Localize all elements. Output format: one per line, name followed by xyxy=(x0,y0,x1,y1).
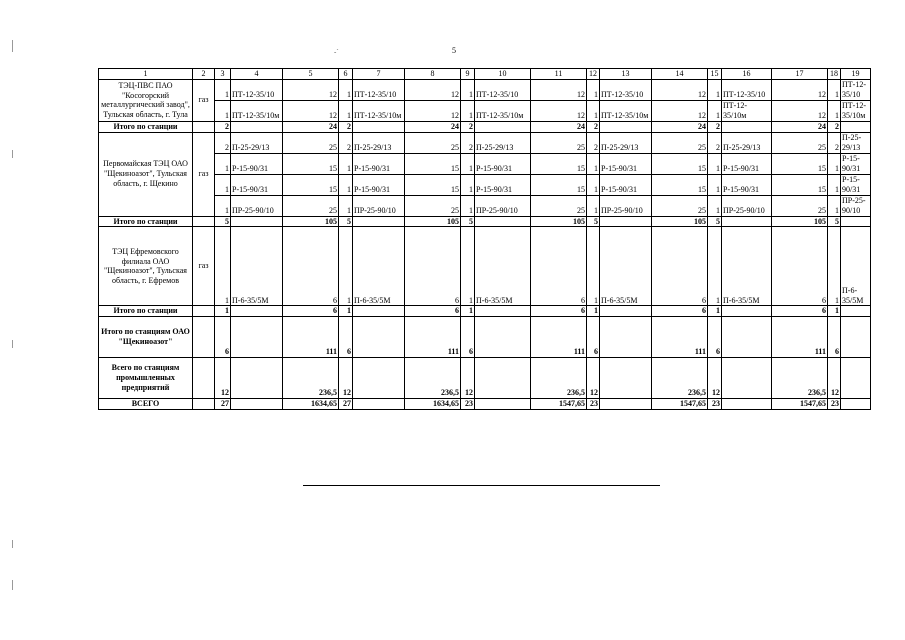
table-cell: 236,5 xyxy=(772,358,828,399)
table-cell xyxy=(841,216,871,227)
table-cell: 2 xyxy=(461,132,475,153)
table-cell: ПТ-12-35/10 xyxy=(475,79,531,100)
table-cell: 6 xyxy=(531,227,587,306)
table-cell: 27 xyxy=(215,399,231,410)
table-cell: П-6-35/5М xyxy=(231,227,283,306)
fuel-type: газ xyxy=(193,79,215,121)
table-cell: Р-15-90/31 xyxy=(475,153,531,174)
capacity-table xyxy=(98,68,871,410)
fuel-type: газ xyxy=(193,227,215,306)
table-cell: 12 xyxy=(339,358,353,399)
fuel-type: газ xyxy=(193,132,215,216)
table-cell: 12 xyxy=(828,358,841,399)
table-cell: 2 xyxy=(461,121,475,132)
table-cell: П-6-35/5М xyxy=(475,227,531,306)
table-cell: 6 xyxy=(339,317,353,358)
table-cell: Р-15-90/31 xyxy=(722,153,772,174)
table-cell: П-25-29/13 xyxy=(475,132,531,153)
scan-mark: -ˋ xyxy=(334,48,339,56)
table-cell: 1 xyxy=(708,306,722,317)
table-cell: 23 xyxy=(708,399,722,410)
table-cell: 6 xyxy=(531,306,587,317)
total-row xyxy=(99,399,871,410)
table-cell: 2 xyxy=(587,132,600,153)
table-cell: 12 xyxy=(587,69,600,80)
table-cell: 6 xyxy=(587,317,600,358)
table-cell: 15 xyxy=(405,174,461,195)
table-cell: 12 xyxy=(283,100,339,121)
table-cell: 25 xyxy=(531,195,587,216)
table-cell: 105 xyxy=(405,216,461,227)
table-row xyxy=(99,195,871,216)
table-cell xyxy=(475,399,531,410)
table-cell: 5 xyxy=(215,216,231,227)
table-cell: 27 xyxy=(339,399,353,410)
table-cell: 1 xyxy=(587,153,600,174)
table-cell: Р-15-90/31 xyxy=(475,174,531,195)
table-cell: 1 xyxy=(215,174,231,195)
table-cell: 1 xyxy=(339,153,353,174)
table-cell: 2 xyxy=(193,69,215,80)
table-cell: 2 xyxy=(339,121,353,132)
table-cell: ПТ-12-35/10м xyxy=(841,100,871,121)
table-cell: 24 xyxy=(405,121,461,132)
table-cell: Р-15-90/31 xyxy=(353,153,405,174)
table-cell: 6 xyxy=(215,317,231,358)
table-cell: 1547,65 xyxy=(531,399,587,410)
table-cell: 236,5 xyxy=(405,358,461,399)
table-cell: 1 xyxy=(828,227,841,306)
table-cell: 25 xyxy=(772,195,828,216)
station-name: Первомайская ТЭЦ ОАО "Щекиноазот", Тульская область, г. Щекино xyxy=(99,132,193,216)
table-row xyxy=(99,174,871,195)
table-cell: 1547,65 xyxy=(652,399,708,410)
table-cell: П-25-29/13 xyxy=(841,132,871,153)
table-cell: Р-15-90/31 xyxy=(231,174,283,195)
table-cell xyxy=(722,399,772,410)
margin-mark xyxy=(12,580,13,590)
table-cell xyxy=(193,399,215,410)
table-cell: 25 xyxy=(652,195,708,216)
table-cell: 2 xyxy=(587,121,600,132)
table-cell: 12 xyxy=(283,79,339,100)
table-cell: 12 xyxy=(652,79,708,100)
table-cell: 1 xyxy=(587,306,600,317)
table-cell xyxy=(231,358,283,399)
header-row xyxy=(99,69,871,80)
table-cell: ПТ-12-35/10 xyxy=(841,79,871,100)
table-cell: 1 xyxy=(461,153,475,174)
table-cell: 15 xyxy=(708,69,722,80)
table-cell: 1 xyxy=(215,79,231,100)
table-cell: ПТ-12-35/10м xyxy=(600,100,652,121)
table-cell: 1 xyxy=(461,100,475,121)
table-cell: 25 xyxy=(405,195,461,216)
table-cell xyxy=(600,399,652,410)
table-cell: 1 xyxy=(708,100,722,121)
table-cell: Р-15-90/31 xyxy=(841,174,871,195)
page-number: 5 xyxy=(452,46,456,55)
table-cell: 10 xyxy=(475,69,531,80)
table-cell: ПТ-12-35/10 xyxy=(600,79,652,100)
table-cell: П-6-35/5М xyxy=(353,227,405,306)
table-cell: 6 xyxy=(708,317,722,358)
table-cell xyxy=(600,121,652,132)
table-cell xyxy=(353,317,405,358)
table-cell: 111 xyxy=(405,317,461,358)
table-cell: 14 xyxy=(652,69,708,80)
table-cell xyxy=(841,399,871,410)
table-cell: 5 xyxy=(283,69,339,80)
table-cell: 2 xyxy=(215,121,231,132)
table-cell: 1 xyxy=(339,227,353,306)
table-cell xyxy=(600,306,652,317)
table-cell: 1547,65 xyxy=(772,399,828,410)
table-cell: 1 xyxy=(708,79,722,100)
table-cell xyxy=(475,216,531,227)
table-cell: 1 xyxy=(339,79,353,100)
table-cell: 1 xyxy=(339,100,353,121)
table-cell: 236,5 xyxy=(531,358,587,399)
table-row xyxy=(99,132,871,153)
table-cell: Р-15-90/31 xyxy=(353,174,405,195)
table-cell: 1 xyxy=(461,195,475,216)
table-row xyxy=(99,100,871,121)
table-cell xyxy=(353,358,405,399)
table-cell xyxy=(600,216,652,227)
table-cell: ПТ-12-35/10м xyxy=(722,100,772,121)
total-label: Итого по станции xyxy=(99,216,193,227)
table-cell: 15 xyxy=(283,153,339,174)
table-cell: 12 xyxy=(652,100,708,121)
margin-mark xyxy=(12,340,13,348)
table-cell xyxy=(475,121,531,132)
table-cell: Р-15-90/31 xyxy=(600,174,652,195)
table-cell: 7 xyxy=(353,69,405,80)
table-cell xyxy=(231,317,283,358)
table-cell: 105 xyxy=(652,216,708,227)
table-cell: 1 xyxy=(828,100,841,121)
table-cell: 12 xyxy=(531,79,587,100)
table-cell xyxy=(353,399,405,410)
table-cell xyxy=(841,121,871,132)
table-cell: 111 xyxy=(531,317,587,358)
table-cell: 1 xyxy=(828,195,841,216)
table-cell: 15 xyxy=(405,153,461,174)
table-cell xyxy=(193,216,215,227)
table-cell: 1 xyxy=(587,195,600,216)
total-label: Итого по станции xyxy=(99,306,193,317)
table-cell: 6 xyxy=(405,227,461,306)
table-cell: 19 xyxy=(841,69,871,80)
table-cell: 2 xyxy=(708,132,722,153)
table-cell: 24 xyxy=(531,121,587,132)
table-row xyxy=(99,153,871,174)
table-cell: 1 xyxy=(587,79,600,100)
table-cell: 1 xyxy=(339,174,353,195)
table-cell: П-25-29/13 xyxy=(353,132,405,153)
table-cell: 15 xyxy=(531,153,587,174)
table-cell: 111 xyxy=(283,317,339,358)
table-cell: 25 xyxy=(405,132,461,153)
total-label: Итого по станциям ОАО "Щекиноазот" xyxy=(99,317,193,358)
table-cell: 1 xyxy=(461,174,475,195)
table-cell: 3 xyxy=(215,69,231,80)
table-cell xyxy=(193,317,215,358)
total-row xyxy=(99,121,871,132)
margin-mark xyxy=(12,40,13,52)
table-cell: 111 xyxy=(652,317,708,358)
table-cell: 4 xyxy=(231,69,283,80)
table-cell: ПТ-12-35/10 xyxy=(231,79,283,100)
table-cell: 12 xyxy=(772,100,828,121)
table-cell: 1 xyxy=(461,306,475,317)
table-cell: 12 xyxy=(708,358,722,399)
table-cell xyxy=(353,216,405,227)
table-cell: 15 xyxy=(652,153,708,174)
table-cell: 12 xyxy=(587,358,600,399)
table-cell xyxy=(600,317,652,358)
table-cell: Р-15-90/31 xyxy=(231,153,283,174)
table-cell: 24 xyxy=(652,121,708,132)
table-cell xyxy=(722,358,772,399)
table-row xyxy=(99,227,871,306)
table-cell: 2 xyxy=(828,132,841,153)
table-cell: 105 xyxy=(283,216,339,227)
table-cell: ПТ-12-35/10м xyxy=(475,100,531,121)
table-cell: ПР-25-90/10 xyxy=(722,195,772,216)
table-cell: 1 xyxy=(828,79,841,100)
table-cell: 15 xyxy=(283,174,339,195)
table-cell: 1 xyxy=(215,227,231,306)
table-cell: 1 xyxy=(708,227,722,306)
table-cell xyxy=(841,306,871,317)
table-cell: 11 xyxy=(531,69,587,80)
table-cell: ПР-25-90/10 xyxy=(841,195,871,216)
table-cell xyxy=(722,216,772,227)
table-cell: ПТ-12-35/10м xyxy=(231,100,283,121)
table-cell: 1 xyxy=(708,195,722,216)
table-cell xyxy=(353,121,405,132)
table-cell: Р-15-90/31 xyxy=(841,153,871,174)
table-cell: 2 xyxy=(828,121,841,132)
table-cell: 6 xyxy=(283,227,339,306)
separator-line xyxy=(303,485,660,486)
table-cell: Р-15-90/31 xyxy=(722,174,772,195)
table-cell: 1 xyxy=(215,195,231,216)
table-cell: 2 xyxy=(215,132,231,153)
station-name: ТЭЦ Ефремовского филиала ОАО "Щекиноазот", Тульская область, г. Ефремов xyxy=(99,227,193,306)
table-row xyxy=(99,79,871,100)
table-cell: 236,5 xyxy=(652,358,708,399)
table-cell: 24 xyxy=(772,121,828,132)
table-cell: 6 xyxy=(652,227,708,306)
table-cell: 12 xyxy=(405,100,461,121)
table-cell: 8 xyxy=(405,69,461,80)
table-cell: 23 xyxy=(461,399,475,410)
table-cell: 1 xyxy=(215,153,231,174)
table-cell: 6 xyxy=(652,306,708,317)
table-cell: ПР-25-90/10 xyxy=(600,195,652,216)
margin-mark xyxy=(12,150,13,158)
table-cell: 6 xyxy=(772,227,828,306)
table-cell xyxy=(475,317,531,358)
table-cell: 1 xyxy=(461,79,475,100)
table-cell: 1 xyxy=(99,69,193,80)
table-cell xyxy=(231,121,283,132)
total-row xyxy=(99,216,871,227)
table-cell: П-6-35/5М xyxy=(600,227,652,306)
table-cell: ПР-25-90/10 xyxy=(475,195,531,216)
table-cell: 12 xyxy=(531,100,587,121)
table-cell: 1 xyxy=(587,174,600,195)
table-cell: 25 xyxy=(283,195,339,216)
table-cell: 5 xyxy=(708,216,722,227)
table-cell: 6 xyxy=(405,306,461,317)
table-cell: 13 xyxy=(600,69,652,80)
table-cell: 105 xyxy=(772,216,828,227)
table-cell: 2 xyxy=(708,121,722,132)
table-cell: 15 xyxy=(772,153,828,174)
table-cell: 1 xyxy=(708,174,722,195)
table-cell: ПТ-12-35/10 xyxy=(353,79,405,100)
table-cell: 1 xyxy=(828,306,841,317)
table-cell xyxy=(722,121,772,132)
table-cell: 12 xyxy=(405,79,461,100)
table-cell: 1634,65 xyxy=(283,399,339,410)
table-cell xyxy=(193,358,215,399)
table-cell xyxy=(722,317,772,358)
table-cell: 1 xyxy=(215,100,231,121)
table-cell: 24 xyxy=(283,121,339,132)
table-cell xyxy=(193,121,215,132)
table-cell xyxy=(600,358,652,399)
table-cell: 23 xyxy=(587,399,600,410)
table-cell: ПР-25-90/10 xyxy=(353,195,405,216)
table-cell: 6 xyxy=(772,306,828,317)
table-cell: 1634,65 xyxy=(405,399,461,410)
table-cell: 1 xyxy=(339,195,353,216)
table-cell: 15 xyxy=(652,174,708,195)
table-cell: 18 xyxy=(828,69,841,80)
table-cell xyxy=(231,216,283,227)
table-cell: 1 xyxy=(461,227,475,306)
table-cell: 17 xyxy=(772,69,828,80)
table-cell xyxy=(193,306,215,317)
total-row xyxy=(99,306,871,317)
table-cell: П-6-35/5М xyxy=(722,227,772,306)
table-cell xyxy=(841,317,871,358)
total-label: Итого по станции xyxy=(99,121,193,132)
table-cell: 105 xyxy=(531,216,587,227)
table-cell: П-25-29/13 xyxy=(600,132,652,153)
table-cell: 5 xyxy=(587,216,600,227)
table-cell: 12 xyxy=(772,79,828,100)
table-cell xyxy=(353,306,405,317)
total-row xyxy=(99,358,871,399)
table-cell: 5 xyxy=(461,216,475,227)
table-cell xyxy=(475,306,531,317)
total-label: ВСЕГО xyxy=(99,399,193,410)
table-cell: 9 xyxy=(461,69,475,80)
table-cell: ПТ-12-35/10 xyxy=(722,79,772,100)
table-cell xyxy=(231,306,283,317)
table-cell xyxy=(841,358,871,399)
table-cell: ПТ-12-35/10м xyxy=(353,100,405,121)
table-cell: 1 xyxy=(587,100,600,121)
table-cell: 1 xyxy=(215,306,231,317)
table-cell: 12 xyxy=(215,358,231,399)
table-cell: 236,5 xyxy=(283,358,339,399)
table-cell: 6 xyxy=(461,317,475,358)
table-cell: 1 xyxy=(339,306,353,317)
margin-mark xyxy=(12,540,13,548)
table-cell: П-25-29/13 xyxy=(722,132,772,153)
table-cell: 1 xyxy=(708,153,722,174)
table-cell: 1 xyxy=(828,174,841,195)
table-cell: 25 xyxy=(531,132,587,153)
table-cell xyxy=(231,399,283,410)
table-cell: 6 xyxy=(828,317,841,358)
total-row xyxy=(99,317,871,358)
table-cell: П-25-29/13 xyxy=(231,132,283,153)
total-label: Всего по станциям промышленных предприятий xyxy=(99,358,193,399)
table-cell: 15 xyxy=(531,174,587,195)
table-cell: 16 xyxy=(722,69,772,80)
table-cell: ПР-25-90/10 xyxy=(231,195,283,216)
table-cell xyxy=(475,358,531,399)
table-cell: 6 xyxy=(283,306,339,317)
table-cell: 25 xyxy=(652,132,708,153)
table-cell: 1 xyxy=(587,227,600,306)
table-cell: 111 xyxy=(772,317,828,358)
table-cell: 1 xyxy=(828,153,841,174)
table-cell: 5 xyxy=(339,216,353,227)
table-cell: П-6-35/5М xyxy=(841,227,871,306)
table-body xyxy=(99,69,871,410)
table-cell: 25 xyxy=(772,132,828,153)
table-cell: 25 xyxy=(283,132,339,153)
table-cell: 5 xyxy=(828,216,841,227)
station-name: ТЭЦ-ПВС ПАО "Косогорский металлургический завод", Тульская область, г. Тула xyxy=(99,79,193,121)
table-cell: 15 xyxy=(772,174,828,195)
table-cell xyxy=(722,306,772,317)
table-cell: 6 xyxy=(339,69,353,80)
table-cell: 2 xyxy=(339,132,353,153)
table-cell: Р-15-90/31 xyxy=(600,153,652,174)
table-cell: 23 xyxy=(828,399,841,410)
table-cell: 12 xyxy=(461,358,475,399)
